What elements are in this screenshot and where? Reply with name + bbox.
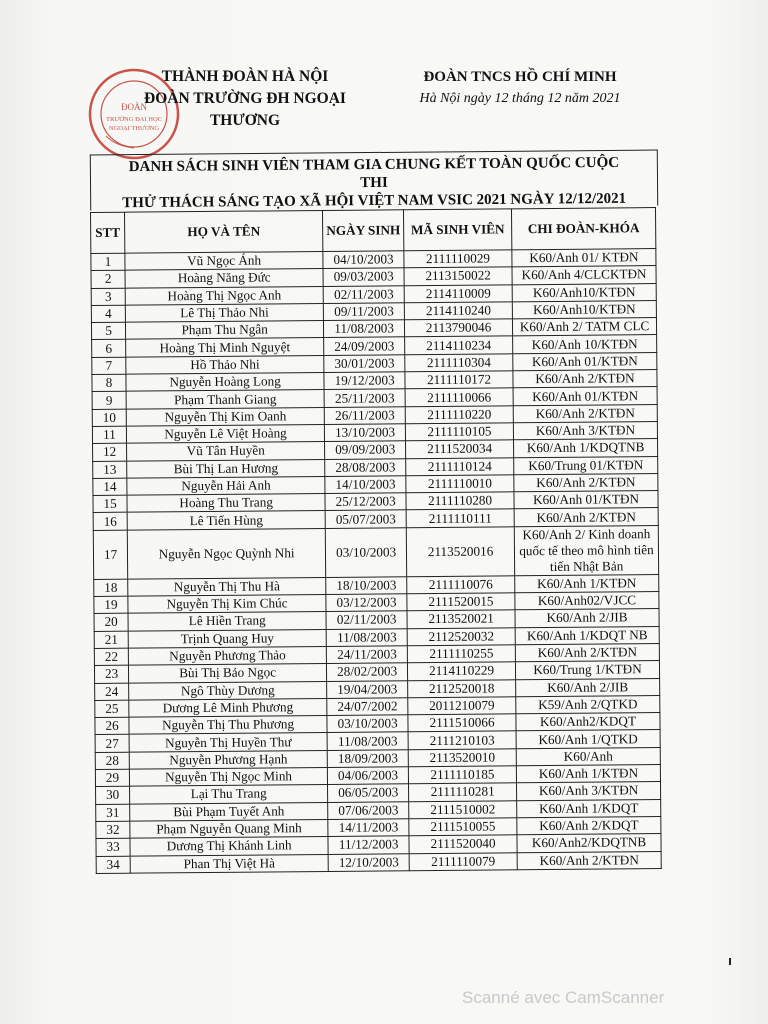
- cell-name: Dương Thị Khánh Linh: [130, 837, 328, 856]
- cell-stt: 29: [95, 769, 129, 787]
- cell-stt: 3: [91, 288, 125, 306]
- cell-student-id: 2113520010: [408, 749, 516, 767]
- cell-name: Nguyễn Phương Hạnh: [129, 750, 327, 769]
- cell-stt: 10: [92, 409, 126, 427]
- document-title: [90, 150, 658, 211]
- cell-student-id: 2111110029: [404, 250, 512, 268]
- table-header-row: [91, 208, 656, 254]
- cell-dob: 04/06/2003: [328, 767, 409, 785]
- cell-name: Phạm Thanh Giang: [126, 390, 324, 409]
- cell-class: K60/Anh: [516, 747, 660, 766]
- cell-stt: 22: [94, 648, 128, 666]
- cell-stt: 1: [91, 253, 125, 271]
- cell-student-id: 2111110105: [405, 423, 513, 441]
- scan-mark: [729, 958, 731, 965]
- cell-student-id: 2111110111: [406, 509, 514, 527]
- cell-student-id: 2111510066: [408, 714, 516, 732]
- header-date: Hà Nội ngày 12 tháng 12 năm 2021: [419, 91, 621, 106]
- cell-name: Nguyễn Hải Anh: [127, 476, 325, 495]
- cell-student-id: 2113790046: [405, 319, 513, 337]
- cell-stt: 28: [95, 752, 129, 770]
- cell-stt: 11: [92, 426, 126, 444]
- cell-dob: 25/11/2003: [324, 389, 405, 407]
- cell-class: K60/Anh 1/KDQTNB: [514, 439, 658, 458]
- cell-class: K60/Anh2/KDQT: [516, 713, 660, 732]
- cell-dob: 14/10/2003: [325, 476, 406, 494]
- cell-dob: 30/01/2003: [324, 355, 405, 373]
- cell-student-id: 2113520021: [407, 610, 515, 628]
- cell-dob: 02/11/2003: [326, 611, 407, 629]
- cell-student-id: 2111510055: [409, 818, 517, 836]
- cell-name: Trịnh Quang Huy: [128, 629, 326, 648]
- cell-class: K60/Anh 01/ KTĐN: [512, 249, 656, 268]
- cell-student-id: 2111110281: [409, 783, 517, 801]
- cell-student-id: 2111210103: [408, 731, 516, 749]
- cell-student-id: 2111510002: [409, 800, 517, 818]
- cell-stt: 5: [91, 322, 125, 340]
- cell-dob: 19/12/2003: [324, 372, 405, 390]
- cell-stt: 6: [92, 340, 126, 358]
- header-city-union: THÀNH ĐOÀN HÀ NỘI: [161, 68, 329, 85]
- cell-student-id: 2111110124: [406, 457, 514, 475]
- cell-stt: 14: [93, 478, 127, 496]
- cell-student-id: 2111520040: [409, 835, 517, 853]
- cell-stt: 2: [91, 270, 125, 288]
- cell-dob: 03/12/2003: [326, 594, 407, 612]
- cell-stt: 32: [96, 821, 130, 839]
- camscanner-watermark: Scanné avec CamScanner: [462, 988, 665, 1007]
- header-youth-union: ĐOÀN TNCS HỒ CHÍ MINH: [423, 69, 617, 85]
- cell-student-id: 2111520034: [406, 440, 514, 458]
- cell-stt: 25: [95, 700, 129, 718]
- cell-dob: 06/05/2003: [328, 784, 409, 802]
- cell-name: Phạm Thu Ngân: [126, 321, 324, 340]
- cell-class: K60/Anh 2/KTĐN: [513, 404, 657, 423]
- cell-class: K60/Anh 1/KDQT: [517, 799, 661, 818]
- cell-class: K60/Anh 2/JIB: [516, 678, 660, 697]
- cell-dob: 14/11/2003: [328, 819, 409, 837]
- svg-text:TRƯỜNG ĐẠI HỌC: TRƯỜNG ĐẠI HỌC: [106, 116, 162, 123]
- svg-text:NGOẠI THƯƠNG: NGOẠI THƯƠNG: [108, 125, 160, 132]
- cell-stt: 26: [95, 717, 129, 735]
- cell-class: K60/Anh 2/KTĐN: [514, 473, 658, 492]
- cell-student-id: 2111110255: [407, 645, 515, 663]
- cell-name: Hoàng Năng Đức: [125, 269, 323, 288]
- cell-class: K60/Anh 1/KTĐN: [515, 574, 659, 593]
- cell-class: K60/Anh 1/KTĐN: [516, 765, 660, 784]
- cell-student-id: 2011210079: [408, 697, 516, 715]
- header-left: [110, 66, 380, 132]
- student-list-table: [90, 207, 662, 874]
- col-header-class: CHI ĐOÀN-KHÓA: [512, 208, 656, 250]
- cell-stt: 13: [93, 461, 127, 479]
- cell-class: K60/Anh10/KTĐN: [512, 283, 656, 302]
- cell-class: K60/Anh 3/KTĐN: [513, 422, 657, 441]
- cell-name: Lê Hiền Trang: [128, 612, 326, 631]
- cell-stt: 18: [94, 579, 128, 597]
- cell-dob: 03/10/2003: [325, 528, 406, 578]
- cell-name: Nguyễn Thị Kim Oanh: [126, 407, 324, 426]
- cell-class: K60/Anh 2/KTĐN: [517, 851, 661, 870]
- cell-dob: 09/11/2003: [323, 303, 404, 321]
- title-line-1: DANH SÁCH SINH VIÊN THAM GIA CHUNG KẾT TOÀN QUỐC CUỘC: [128, 154, 620, 176]
- cell-student-id: 2111110280: [406, 492, 514, 510]
- cell-dob: 18/09/2003: [327, 749, 408, 767]
- cell-class: K60/Anh 01/KTĐN: [513, 387, 657, 406]
- col-header-stt: STT: [91, 212, 125, 253]
- cell-stt: 30: [96, 786, 130, 804]
- cell-dob: 03/10/2003: [327, 715, 408, 733]
- cell-class: K60/Anh02/VJCC: [515, 592, 659, 611]
- cell-class: K60/Anh 10/KTĐN: [513, 335, 657, 354]
- cell-student-id: 2114110229: [408, 662, 516, 680]
- cell-name: Nguyễn Phương Thảo: [128, 646, 326, 665]
- svg-text:ĐOÀN: ĐOÀN: [121, 102, 147, 112]
- cell-class: K60/Anh 1/KDQT NB: [515, 626, 659, 645]
- cell-name: Bùi Thị Bảo Ngọc: [129, 664, 327, 683]
- cell-dob: 02/11/2003: [323, 285, 404, 303]
- cell-name: Nguyễn Thị Thu Hà: [128, 577, 326, 596]
- cell-name: Nguyễn Ngọc Quỳnh Nhi: [127, 528, 325, 579]
- cell-dob: 07/06/2003: [328, 801, 409, 819]
- cell-name: Nguyễn Lê Việt Hoàng: [126, 424, 324, 443]
- cell-student-id: 2111110172: [405, 371, 513, 389]
- cell-student-id: 2111110220: [405, 405, 513, 423]
- cell-stt: 21: [94, 631, 128, 649]
- cell-stt: 27: [95, 735, 129, 753]
- cell-student-id: 2113150022: [404, 267, 512, 285]
- cell-name: Hoàng Thu Trang: [127, 494, 325, 513]
- cell-stt: 4: [91, 305, 125, 323]
- header-school-union: ĐOÀN TRƯỜNG ĐH NGOẠI THƯƠNG: [144, 90, 346, 129]
- title-line-2: THI: [360, 174, 388, 192]
- cell-stt: 24: [95, 683, 129, 701]
- cell-class: K60/Anh 4/CLCKTĐN: [512, 266, 656, 285]
- cell-student-id: 2113520016: [406, 527, 514, 577]
- cell-stt: 20: [94, 614, 128, 632]
- cell-name: Vũ Tân Huyền: [127, 442, 325, 461]
- cell-dob: 05/07/2003: [325, 510, 406, 528]
- cell-dob: 13/10/2003: [325, 424, 406, 442]
- cell-student-id: 2111110185: [408, 766, 516, 784]
- cell-dob: 11/12/2003: [328, 836, 409, 854]
- cell-dob: 18/10/2003: [326, 576, 407, 594]
- cell-stt: 31: [96, 804, 130, 822]
- cell-dob: 04/10/2003: [323, 251, 404, 269]
- cell-name: Nguyễn Thị Kim Chúc: [128, 595, 326, 614]
- cell-name: Vũ Ngọc Ánh: [125, 251, 323, 270]
- cell-stt: 9: [92, 392, 126, 410]
- cell-class: K60/Trung 1/KTĐN: [515, 661, 659, 680]
- cell-stt: 34: [96, 856, 130, 874]
- col-header-dob-text: NGÀY SINH: [326, 222, 401, 238]
- cell-name: Hồ Thảo Nhi: [126, 355, 324, 374]
- cell-stt: 16: [93, 513, 127, 531]
- header-right: [405, 66, 635, 110]
- cell-class: K60/Anh10/KTĐN: [512, 300, 656, 319]
- cell-name: Ngô Thùy Dương: [129, 681, 327, 700]
- cell-dob: 25/12/2003: [325, 493, 406, 511]
- cell-student-id: 2111110076: [407, 576, 515, 594]
- cell-name: Lê Tiến Hùng: [127, 511, 325, 530]
- cell-stt: 19: [94, 596, 128, 614]
- cell-class: K60/Anh 1/QTKD: [516, 730, 660, 749]
- cell-stt: 7: [92, 357, 126, 375]
- cell-class: K60/Anh 3/KTĐN: [517, 782, 661, 801]
- table-row: [93, 525, 658, 579]
- cell-name: Phan Thị Việt Hà: [130, 854, 328, 873]
- cell-student-id: 2111110010: [406, 475, 514, 493]
- cell-student-id: 2111110066: [405, 388, 513, 406]
- cell-student-id: 2114110009: [404, 284, 512, 302]
- cell-student-id: 2111520015: [407, 593, 515, 611]
- cell-name: Dương Lê Minh Phương: [129, 698, 327, 717]
- cell-class: K60/Trung 01/KTĐN: [514, 456, 658, 475]
- cell-class: K60/Anh 2/KTĐN: [515, 643, 659, 662]
- cell-class: K60/Anh 2/ TATM CLC: [512, 318, 656, 337]
- cell-name: Hoàng Thị Ngọc Anh: [125, 286, 323, 305]
- cell-student-id: 2112520032: [407, 627, 515, 645]
- cell-student-id: 2111110079: [409, 852, 517, 870]
- cell-student-id: 2112520018: [408, 679, 516, 697]
- col-header-name: HỌ VÀ TÊN: [125, 210, 323, 253]
- cell-class: K60/Anh 2/ Kinh doanh quốc tế theo mô hình tiên tiến Nhật Bản: [514, 525, 658, 575]
- table-body: [91, 249, 661, 874]
- col-header-student-id: MÃ SINH VIÊN: [404, 209, 512, 251]
- cell-name: Nguyễn Thị Thu Phương: [129, 716, 327, 735]
- cell-dob: 09/09/2003: [325, 441, 406, 459]
- cell-dob: 28/08/2003: [325, 458, 406, 476]
- cell-dob: 24/11/2003: [326, 646, 407, 664]
- cell-name: Phạm Nguyễn Quang Minh: [130, 819, 328, 838]
- cell-dob: 11/08/2003: [324, 320, 405, 338]
- cell-student-id: 2114110234: [405, 336, 513, 354]
- cell-stt: 8: [92, 374, 126, 392]
- cell-name: Nguyễn Thị Huyền Thư: [129, 733, 327, 752]
- col-header-dob: [323, 210, 404, 252]
- cell-stt: 15: [93, 495, 127, 513]
- cell-class: K60/Anh 2/KTĐN: [513, 370, 657, 389]
- cell-class: K60/Anh 2/KTĐN: [514, 508, 658, 527]
- cell-student-id: 2114110240: [404, 302, 512, 320]
- cell-dob: 11/08/2003: [327, 732, 408, 750]
- cell-dob: 24/09/2003: [324, 337, 405, 355]
- cell-student-id: 2111110304: [405, 354, 513, 372]
- cell-dob: 12/10/2003: [328, 853, 409, 871]
- cell-stt: 33: [96, 838, 130, 856]
- title-line-3: THỬ THÁCH SÁNG TẠO XÃ HỘI VIỆT NAM VSIC 2021 NGÀY 12/12/2021: [122, 190, 627, 212]
- cell-dob: 09/03/2003: [323, 268, 404, 286]
- cell-dob: 26/11/2003: [324, 406, 405, 424]
- cell-name: Bùi Thị Lan Hương: [127, 459, 325, 478]
- cell-class: K60/Anh2/KDQTNB: [517, 834, 661, 853]
- cell-name: Lê Thị Thảo Nhi: [125, 303, 323, 322]
- cell-class: K60/Anh 01/KTĐN: [514, 491, 658, 510]
- cell-name: Lại Thu Trang: [130, 785, 328, 804]
- cell-name: Nguyễn Hoàng Long: [126, 373, 324, 392]
- cell-class: K60/Anh 2/KDQT: [517, 816, 661, 835]
- cell-stt: 23: [94, 665, 128, 683]
- cell-name: Hoàng Thị Minh Nguyệt: [126, 338, 324, 357]
- cell-dob: 28/02/2003: [327, 663, 408, 681]
- cell-dob: 24/07/2002: [327, 698, 408, 716]
- cell-class: K60/Anh 2/JIB: [515, 609, 659, 628]
- cell-name: Bùi Phạm Tuyết Anh: [130, 802, 328, 821]
- cell-class: K59/Anh 2/QTKD: [516, 695, 660, 714]
- cell-dob: 11/08/2003: [326, 628, 407, 646]
- cell-class: K60/Anh 01/KTĐN: [513, 352, 657, 371]
- cell-dob: 19/04/2003: [327, 680, 408, 698]
- cell-stt: 17: [93, 530, 128, 579]
- cell-stt: 12: [93, 443, 127, 461]
- cell-name: Nguyễn Thị Ngọc Minh: [129, 767, 327, 786]
